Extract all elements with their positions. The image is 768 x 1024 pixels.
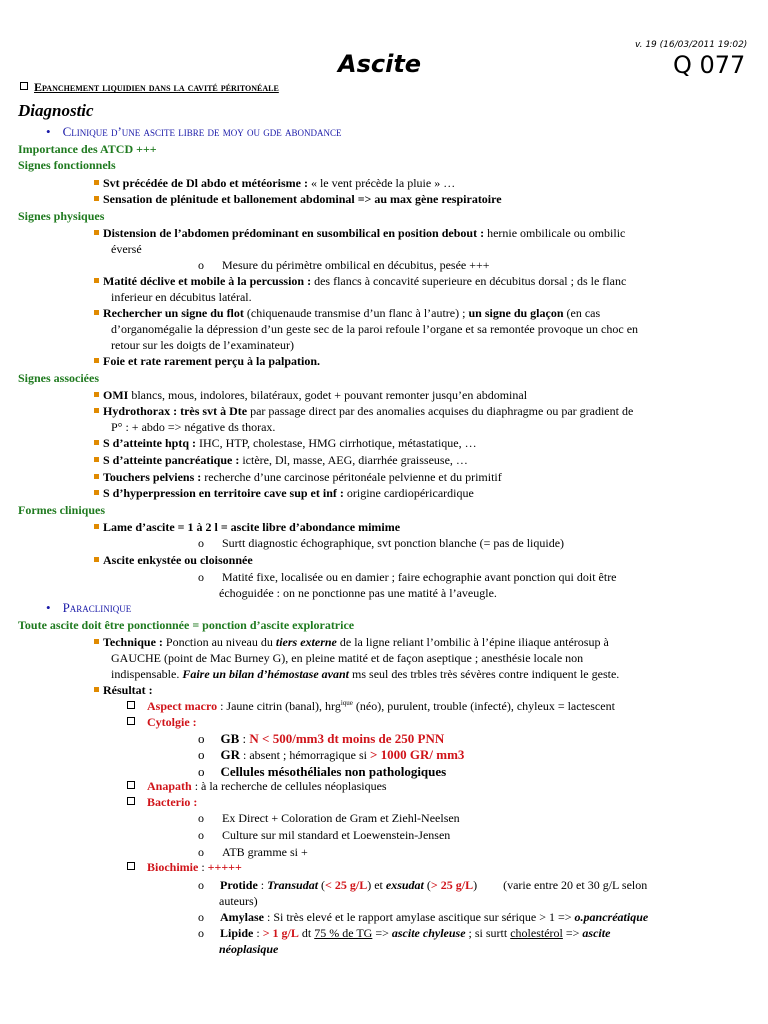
question-code: Q 077 xyxy=(673,51,746,79)
bullet-icon: • xyxy=(46,124,51,139)
list-item: Touchers pelviens : recherche d’une carcinose péritonéale pelvienne et du primitif xyxy=(94,470,502,485)
list-item-cont: éversé xyxy=(111,242,142,256)
definition-line: Epanchement liquidien dans la cavité péritonéale xyxy=(20,80,279,95)
circle-bullet-icon: o xyxy=(198,747,205,762)
formes-title: Formes cliniques xyxy=(18,503,105,517)
fonctionnels-title: Signes fonctionnels xyxy=(18,158,116,172)
circle-bullet-icon: o xyxy=(198,878,204,892)
square-bullet-icon xyxy=(94,310,99,315)
circle-bullet-icon: o xyxy=(198,845,204,859)
list-item-cont: GAUCHE (point de Mac Burney G), en pleine matité et de façon aseptique ; anesthésie locale non xyxy=(111,651,584,665)
square-outline-icon xyxy=(127,781,135,789)
circle-bullet-icon: o xyxy=(198,764,205,779)
circle-bullet-icon: o xyxy=(198,910,204,924)
list-item: Ascite enkystée ou cloisonnée xyxy=(94,553,253,568)
sub-item: o GR : absent ; hémorragique si > 1000 GR/ mm3 xyxy=(198,747,465,762)
physiques-title: Signes physiques xyxy=(18,209,105,223)
square-bullet-icon xyxy=(94,687,99,692)
square-bullet-icon xyxy=(94,230,99,235)
result-item: Bacterio : xyxy=(127,795,197,810)
list-item: Rechercher un signe du flot (chiquenaude transmise d’un flanc à l’autre) ; un signe du glaçon (en cas xyxy=(94,306,600,321)
list-item-cont: indispensable. Faire un bilan d’hémostase avant ms seul des trbles très sévères contre indiquent le geste. xyxy=(111,667,620,681)
list-item: Distension de l’abdomen prédominant en susombilical en position debout : hernie ombilicale ou ombilic xyxy=(94,226,625,241)
result-item: Biochimie : +++++ xyxy=(127,860,242,875)
version-label: v. 19 (16/03/2011 19:02) xyxy=(635,40,748,50)
list-item: Hydrothorax : très svt à Dte par passage direct par des anomalies acquises du diaphragme ou par gradient de xyxy=(94,404,633,419)
circle-bullet-icon: o xyxy=(198,731,205,746)
list-item-cont: d’organomégalie la dépression d’un geste sec de la paroi refoule l’organe et sa remontée provoque un choc en xyxy=(111,322,639,336)
list-item: Matité déclive et mobile à la percussion : des flancs à concavité superieure en décubitus dorsal ; ds le flanc xyxy=(94,274,626,289)
square-bullet-icon xyxy=(94,392,99,397)
list-item: Technique : Ponction au niveau du tiers externe de la ligne reliant l’ombilic à l’épine iliaque antérosup à xyxy=(94,635,609,650)
list-item-cont: retour sur les doigts de l’examinateur) xyxy=(111,338,294,352)
list-item: Lame d’ascite = 1 à 2 l = ascite libre d’abondance mimime xyxy=(94,520,400,535)
circle-bullet-icon: o xyxy=(198,258,204,272)
sub-item: o ATB gramme si + xyxy=(198,845,308,859)
square-outline-icon xyxy=(127,797,135,805)
list-item: OMI blancs, mous, indolores, bilatéraux, godet + pouvant remonter jusqu’en abdominal xyxy=(94,388,527,403)
circle-bullet-icon: o xyxy=(198,570,204,584)
sub-item: o Lipide : > 1 g/L dt 75 % de TG => ascite chyleuse ; si surtt cholestérol => ascite xyxy=(198,926,611,940)
list-item: Résultat : xyxy=(94,683,153,698)
square-bullet-icon xyxy=(94,196,99,201)
sub-item: o Cellules mésothéliales non pathologiques xyxy=(198,764,447,779)
page-title: Ascite xyxy=(338,50,422,78)
list-item-cont: inferieur en décubitus latéral. xyxy=(111,290,252,304)
result-item: Aspect macro : Jaune citrin (banal), hrg$^{ique}$ (néo), purulent, trouble (infecté), chyleux = lactescent xyxy=(127,699,615,714)
circle-bullet-icon: o xyxy=(198,828,204,842)
square-bullet-icon xyxy=(94,474,99,479)
square-bullet-icon xyxy=(94,408,99,413)
result-item: Cytolgie : xyxy=(127,715,197,730)
list-item: S d’hyperpression en territoire cave sup et inf : origine cardiopéricardique xyxy=(94,486,474,501)
section-heading-diagnostic: Diagnostic xyxy=(18,101,94,120)
paraclinique-title: • Paraclinique xyxy=(46,600,132,615)
square-bullet-icon xyxy=(20,82,28,90)
list-item: S d’atteinte pancréatique : ictère, Dl, masse, AEG, diarrhée graisseuse, … xyxy=(94,453,468,468)
list-item: Foie et rate rarement perçu à la palpation. xyxy=(94,354,320,369)
circle-bullet-icon: o xyxy=(198,811,204,825)
sub-item: o Matité fixe, localisée ou en damier ; faire echographie avant ponction qui doit être xyxy=(198,570,617,584)
sub-item: o Mesure du périmètre ombilical en décubitus, pesée +++ xyxy=(198,258,490,272)
square-bullet-icon xyxy=(94,358,99,363)
list-item-cont: P° : + abdo => négative ds thorax. xyxy=(111,420,276,434)
square-outline-icon xyxy=(127,701,135,709)
sub-item-cont: échoguidée : on ne ponctionne pas une matité à l’aveugle. xyxy=(219,586,497,600)
square-bullet-icon xyxy=(94,457,99,462)
clinique-title: • Clinique d’une ascite libre de moy ou gde abondance xyxy=(46,124,342,139)
square-outline-icon xyxy=(127,717,135,725)
ponction-rule: Toute ascite doit être ponctionnée = ponction d’ascite exploratrice xyxy=(18,618,355,632)
square-bullet-icon xyxy=(94,557,99,562)
square-bullet-icon xyxy=(94,278,99,283)
list-item: Svt précédée de Dl abdo et météorisme : « le vent précède la pluie » … xyxy=(94,176,455,191)
result-item: Anapath : à la recherche de cellules néoplasiques xyxy=(127,779,387,794)
circle-bullet-icon: o xyxy=(198,536,204,550)
sub-item: o Culture sur mil standard et Loewenstein-Jensen xyxy=(198,828,451,842)
sub-item: o Surtt diagnostic échographique, svt ponction blanche (= pas de liquide) xyxy=(198,536,565,550)
square-outline-icon xyxy=(127,862,135,870)
importance-line: Importance des ATCD +++ xyxy=(18,142,157,156)
bullet-icon: • xyxy=(46,600,51,615)
square-bullet-icon xyxy=(94,524,99,529)
sub-item: o Amylase : Si très elevé et le rapport amylase ascitique sur sérique > 1 => o.pancréatique xyxy=(198,910,649,924)
square-bullet-icon xyxy=(94,440,99,445)
sub-item-cont: néoplasique xyxy=(219,942,279,956)
square-bullet-icon xyxy=(94,490,99,495)
square-bullet-icon xyxy=(94,180,99,185)
sub-item-cont: auteurs) xyxy=(219,894,258,908)
associes-title: Signes associées xyxy=(18,371,99,385)
sub-item: o Ex Direct + Coloration de Gram et Ziehl-Neelsen xyxy=(198,811,460,825)
list-item: Sensation de plénitude et ballonement abdominal => au max gène respiratoire xyxy=(94,192,502,207)
list-item: S d’atteinte hptq : IHC, HTP, cholestase, HMG cirrhotique, métastatique, … xyxy=(94,436,477,451)
square-bullet-icon xyxy=(94,639,99,644)
sub-item: o GB : N < 500/mm3 dt moins de 250 PNN xyxy=(198,731,445,746)
sub-item: o Protide : Transudat (< 25 g/L) et exsudat (> 25 g/L) (varie entre 20 et 30 g/L selon xyxy=(198,878,648,892)
circle-bullet-icon: o xyxy=(198,926,204,940)
